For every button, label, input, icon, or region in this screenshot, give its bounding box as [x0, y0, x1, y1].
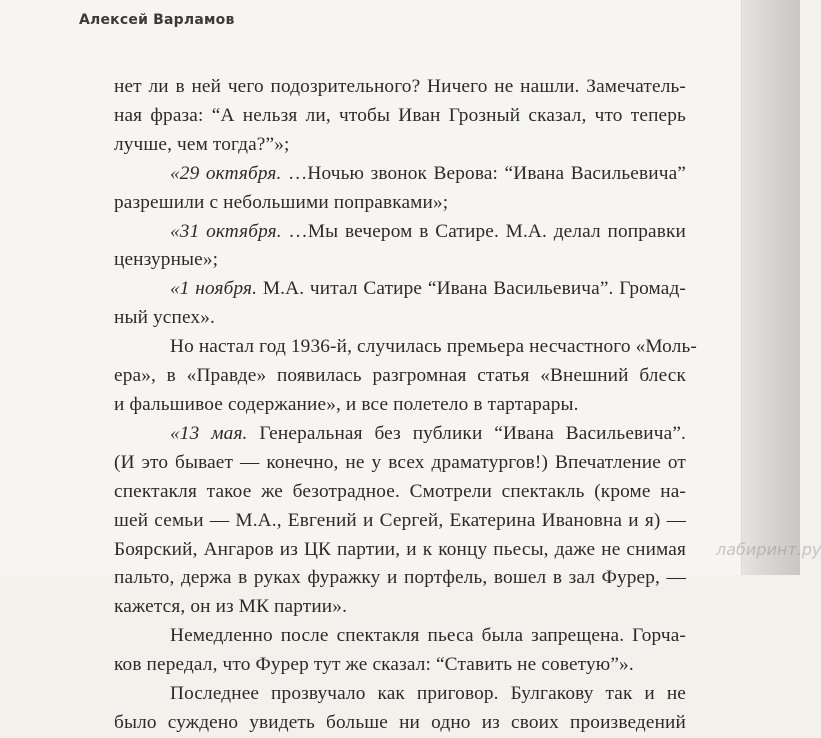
book-spine-edge [741, 0, 800, 575]
text-line: шей семьи — М.А., Евгений и Сергей, Екатерина Ивановна и я) — [114, 509, 686, 531]
text-line: ный успех». [114, 307, 215, 329]
running-header-author: Алексей Варламов [79, 12, 235, 28]
text-line: нет ли в ней чего подозрительного? Ничего не нашли. Замечатель- [114, 76, 686, 97]
text-line: лучше, чем тогда?”»; [114, 133, 290, 155]
store-watermark: лабиринт.ру [716, 540, 821, 559]
diary-entry-line [114, 420, 686, 449]
diary-date: «31 октября. [170, 220, 282, 242]
diary-entry-line [114, 160, 686, 189]
diary-entry-line [114, 218, 686, 247]
text-line: ера», в «Правде» появилась разгромная статья «Внешний блеск [114, 365, 686, 387]
text-line: кажется, он из МК партии». [114, 596, 348, 618]
diary-entry-line [114, 275, 686, 304]
text-line: (И это бывает — конечно, не у всех драматургов!) Впечатление от [114, 451, 686, 473]
text-line: Но настал год 1936-й, случилась премьера несчастного «Моль- [170, 336, 698, 358]
page-body-text [114, 73, 698, 738]
diary-date: «29 октября. [170, 162, 282, 184]
text-line: разрешили с небольшими поправками»; [114, 191, 449, 213]
diary-text: Генеральная без публики “Ивана Васильевича”. [247, 422, 686, 444]
text-line: Немедленно после спектакля пьеса была запрещена. Горча- [170, 625, 686, 647]
diary-text: М.А. читал Сатире “Ивана Васильевича”. Громад- [257, 278, 686, 300]
text-line: пальто, держа в руках фуражку и портфель, вошел в зал Фурер, — [114, 567, 686, 589]
text-line: Последнее прозвучало как приговор. Булгакову так и не [170, 683, 686, 705]
diary-date: «13 мая. [170, 422, 248, 444]
text-line: спектакля такое же безотрадное. Смотрели спектакль (кроме на- [114, 480, 686, 502]
text-line: ная фраза: “А нельзя ли, чтобы Иван Грозный сказал, что теперь [114, 104, 686, 126]
text-line: цензурные»; [114, 249, 219, 271]
diary-date: «1 ноября. [170, 278, 258, 300]
text-line: было суждено увидеть больше ни одно из своих произведений [114, 711, 686, 733]
diary-text: …Мы вечером в Сатире. М.А. делал поправки [281, 220, 686, 242]
diary-text: …Ночью звонок Верова: “Ивана Васильевича” [281, 162, 687, 184]
text-line: Боярский, Ангаров из ЦК партии, и к концу пьесы, даже не снимая [114, 538, 686, 560]
text-line: и фальшивое содержание», и все полетело в тартарары. [114, 393, 579, 415]
text-line: ков передал, что Фурер тут же сказал: “Ставить не советую”». [114, 654, 634, 676]
